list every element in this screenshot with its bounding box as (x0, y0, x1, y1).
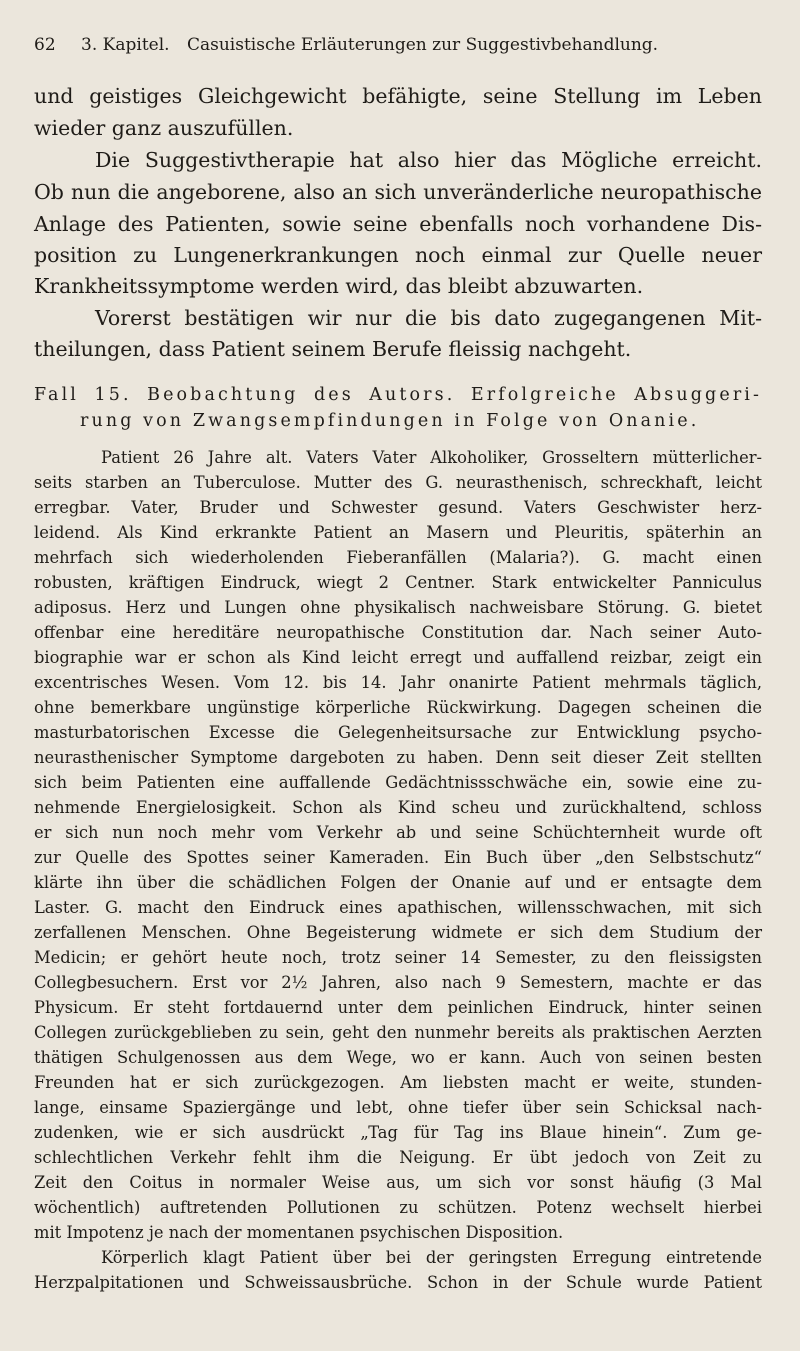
running-title: Casuistische Erläuterungen zur Suggestivbehandlung. (186, 35, 659, 55)
case-text-line: wöchentlich) auftretenden Pollutionen zu schützen. Potenz wechselt hierbei (34, 1198, 762, 1217)
case-text-line: Zeit den Coitus in normaler Weise aus, um sich vor sonst häufig (3 Mal (34, 1173, 762, 1192)
case-text-line: zur Quelle des Spottes seiner Kameraden. Ein Buch über „den Selbstschutz“ (34, 848, 762, 867)
text-line: Ob nun die angeborene, also an sich unveränderliche neuropathische (34, 180, 762, 204)
case-text-line: robusten, kräftigen Eindruck, wiegt 2 Centner. Stark entwickelter Panniculus (34, 573, 762, 592)
case-heading: rung von Zwangsempfindungen in Folge von Onanie. (80, 411, 700, 431)
case-text-line: lange, einsame Spaziergänge und lebt, ohne tiefer über sein Schicksal nach- (34, 1098, 762, 1117)
case-text-line: Körperlich klagt Patient über bei der geringsten Erregung eintretende (101, 1248, 762, 1267)
case-text-line: zudenken, wie er sich ausdrückt „Tag für Tag ins Blaue hinein“. Zum ge- (34, 1123, 762, 1142)
case-text-line: zerfallenen Menschen. Ohne Begeisterung widmete er sich dem Studium der (34, 923, 762, 942)
case-text-line: Medicin; er gehört heute noch, trotz seiner 14 Semester, zu den fleissigsten (34, 948, 762, 967)
case-text-line: Freunden hat er sich zurückgezogen. Am liebsten macht er weite, stunden- (34, 1073, 762, 1092)
running-header (34, 33, 658, 57)
case-text-line: sich beim Patienten eine auffallende Gedächtnissschwäche ein, sowie eine zu- (34, 773, 762, 792)
case-text-line: biographie war er schon als Kind leicht erregt und auffallend reizbar, zeigt ein (34, 648, 762, 667)
page-number: 62 (34, 35, 56, 55)
text-line: theilungen, dass Patient seinem Berufe fleissig nachgeht. (34, 337, 632, 361)
case-text-line: mit Impotenz je nach der momentanen psychischen Disposition. (34, 1223, 564, 1242)
case-text-line: nehmende Energielosigkeit. Schon als Kind scheu und zurückhaltend, schloss (34, 798, 762, 817)
case-text-line: seits starben an Tuberculose. Mutter des G. neurasthenisch, schreckhaft, leicht (34, 473, 762, 492)
case-text-line: ohne bemerkbare ungünstige körperliche Rückwirkung. Dagegen scheinen die (34, 698, 762, 717)
case-text-line: adiposus. Herz und Lungen ohne physikalisch nachweisbare Störung. G. bietet (34, 598, 762, 617)
case-text-line: leidend. Als Kind erkrankte Patient an Masern und Pleuritis, späterhin an (34, 523, 762, 542)
case-text-line: erregbar. Vater, Bruder und Schwester gesund. Vaters Geschwister herz- (34, 498, 762, 517)
case-text-line: neurasthenischer Symptome dargeboten zu haben. Denn seit dieser Zeit stellten (34, 748, 762, 767)
case-text-line: mehrfach sich wiederholenden Fieberanfällen (Malaria?). G. macht einen (34, 548, 762, 567)
case-heading: Fall 15. Beobachtung des Autors. Erfolgreiche Absuggeri- (34, 385, 762, 405)
case-text-line: klärte ihn über die schädlichen Folgen der Onanie auf und er entsagte dem (34, 873, 762, 892)
case-text-line: er sich nun noch mehr vom Verkehr ab und seine Schüchternheit wurde oft (34, 823, 762, 842)
case-text-line: Collegen zurückgeblieben zu sein, geht den nunmehr bereits als praktischen Aerzten (34, 1023, 762, 1042)
text-line: Vorerst bestätigen wir nur die bis dato zugegangenen Mit- (95, 306, 762, 330)
text-line: und geistiges Gleichgewicht befähigte, seine Stellung im Leben (34, 84, 762, 108)
text-line: Anlage des Patienten, sowie seine ebenfalls noch vorhandene Dis- (34, 212, 762, 236)
case-text-line: Patient 26 Jahre alt. Vaters Vater Alkoholiker, Grosseltern mütterlicher- (101, 448, 762, 467)
text-line: wieder ganz auszufüllen. (34, 116, 294, 140)
text-line: Krankheitssymptome werden wird, das bleibt abzuwarten. (34, 274, 644, 298)
case-text-line: excentrisches Wesen. Vom 12. bis 14. Jahr onanirte Patient mehrmals täglich, (34, 673, 762, 692)
case-text-line: schlechtlichen Verkehr fehlt ihm die Neigung. Er übt jedoch von Zeit zu (34, 1148, 762, 1167)
case-text-line: Herzpalpitationen und Schweissausbrüche. Schon in der Schule wurde Patient (34, 1273, 762, 1292)
case-text-line: Laster. G. macht den Eindruck eines apathischen, willensschwachen, mit sich (34, 898, 762, 917)
case-text-line: offenbar eine hereditäre neuropathische Constitution dar. Nach seiner Auto- (34, 623, 762, 642)
case-text-line: Physicum. Er steht fortdauernd unter dem peinlichen Eindruck, hinter seinen (34, 998, 762, 1017)
case-text-line: thätigen Schulgenossen aus dem Wege, wo er kann. Auch von seinen besten (34, 1048, 762, 1067)
text-line: Die Suggestivtherapie hat also hier das Mögliche erreicht. (95, 148, 762, 172)
case-text-line: Collegbesuchern. Erst vor 2½ Jahren, also nach 9 Semestern, machte er das (34, 973, 762, 992)
text-line: position zu Lungenerkrankungen noch einmal zur Quelle neuer (34, 243, 762, 267)
case-text-line: masturbatorischen Excesse die Gelegenheitsursache zur Entwicklung psycho- (34, 723, 762, 742)
chapter-label: 3. Kapitel. (81, 35, 170, 55)
